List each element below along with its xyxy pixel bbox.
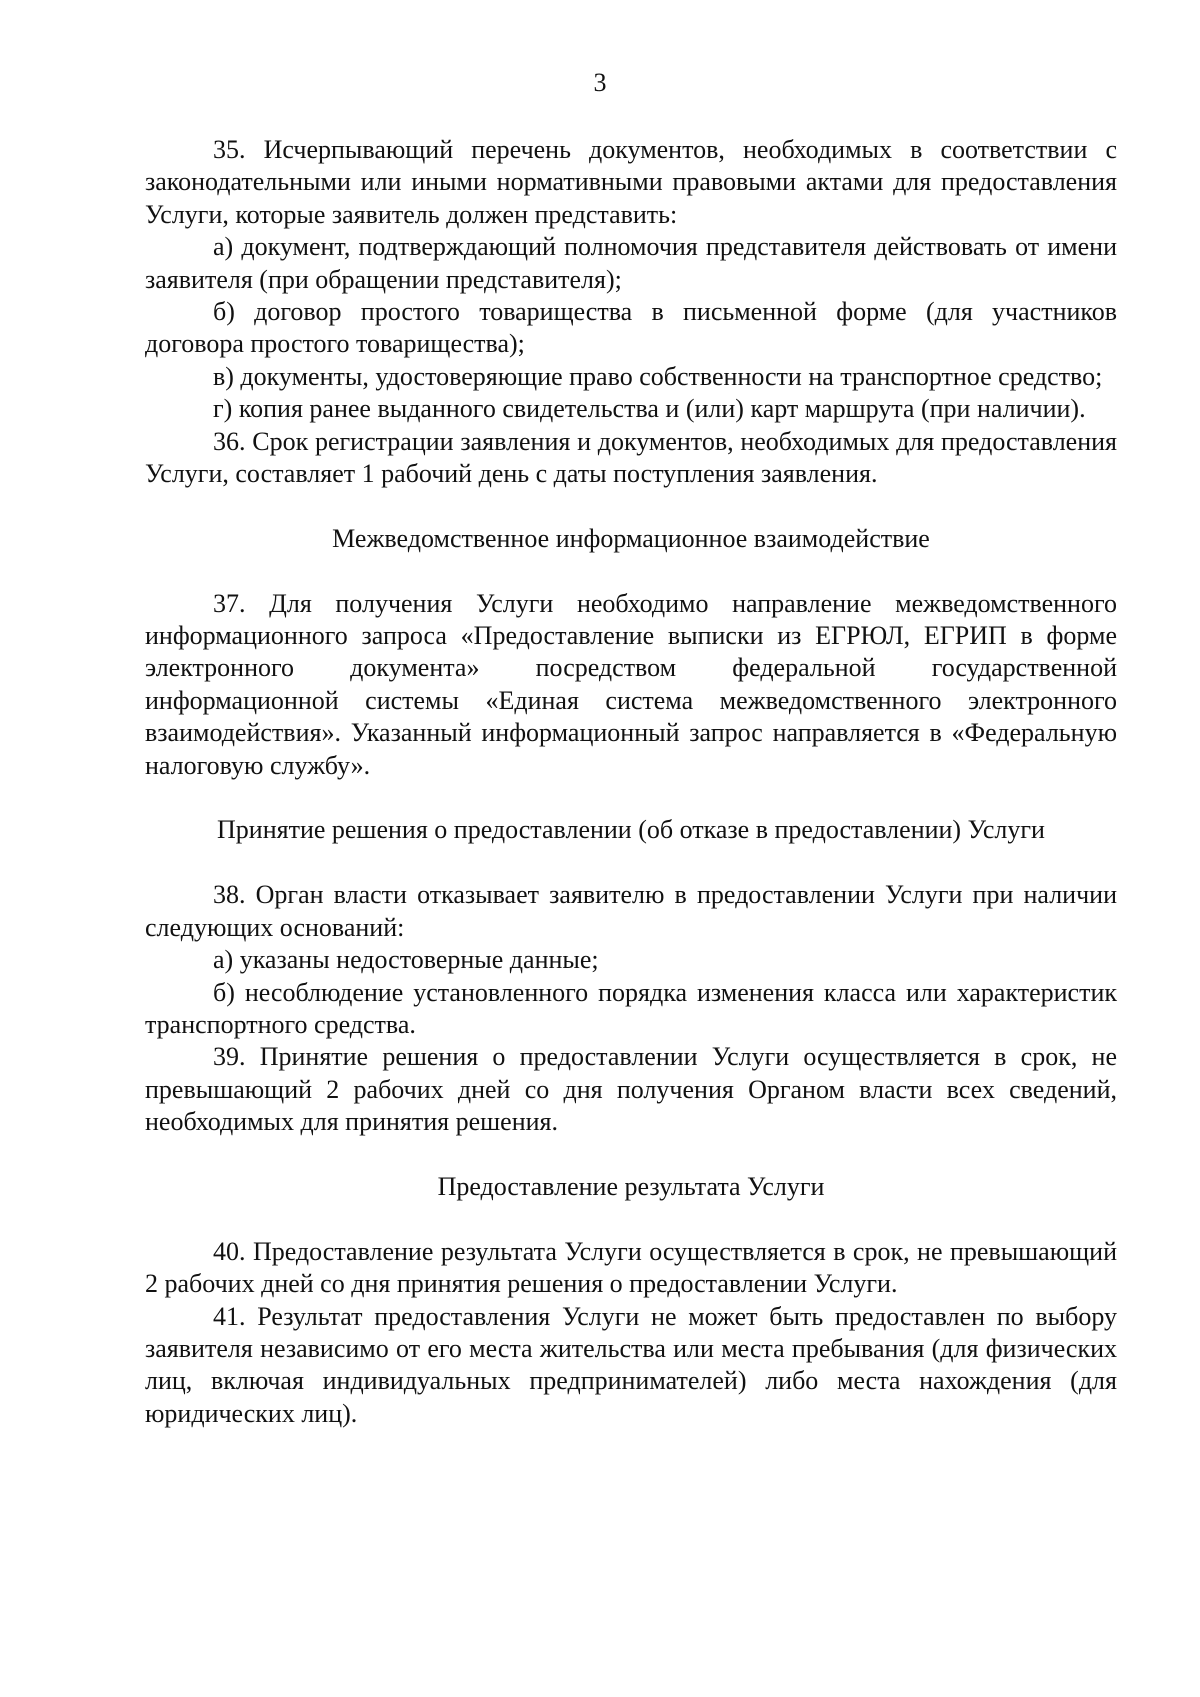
document-body <box>145 134 1117 1430</box>
list-item-35-b: б) договор простого товарищества в письменной форме (для участников договора простого товарищества); <box>145 297 1117 359</box>
list-item-35-a: а) документ, подтверждающий полномочия представителя действовать от имени заявителя (при обращении представителя); <box>145 232 1117 294</box>
list-item-35-g: г) копия ранее выданного свидетельства и (или) карт маршрута (при наличии). <box>213 394 1086 424</box>
paragraph-39: 39. Принятие решения о предоставлении Услуги осуществляется в срок, не превышающий 2 рабочих дней со дня получения Органом власти всех сведений, необходимых для принятия решения. <box>145 1042 1117 1137</box>
paragraph-35: 35. Исчерпывающий перечень документов, необходимых в соответствии с законодательными или иными нормативными правовыми актами для предоставления Услуги, которые заявитель должен представить: <box>145 135 1117 229</box>
spacer <box>145 782 1117 814</box>
spacer <box>145 490 1117 522</box>
list-item-35-v: в) документы, удостоверяющие право собственности на транспортное средство; <box>213 361 1103 391</box>
spacer <box>145 1203 1117 1235</box>
section-heading-interagency: Межведомственное информационное взаимодействие <box>332 523 930 553</box>
spacer <box>145 555 1117 587</box>
list-item-38-b: б) несоблюдение установленного порядка изменения класса или характеристик транспортного средства. <box>145 977 1117 1039</box>
list-item-38-a: а) указаны недостоверные данные; <box>213 945 599 975</box>
spacer <box>145 1139 1117 1171</box>
paragraph-41: 41. Результат предоставления Услуги не может быть предоставлен по выбору заявителя независимо от его места жительства или места пребывания (для физических лиц, включая индивидуальных предпринимателей) либо места нахождения (для юридических лиц). <box>145 1301 1117 1428</box>
paragraph-38: 38. Орган власти отказывает заявителю в предоставлении Услуги при наличии следующих оснований: <box>145 880 1117 942</box>
page-number: 3 <box>593 68 607 97</box>
paragraph-36: 36. Срок регистрации заявления и документов, необходимых для предоставления Услуги, составляет 1 рабочий день с даты поступления заявления. <box>145 426 1117 489</box>
spacer <box>145 847 1117 879</box>
section-heading-decision: Принятие решения о предоставлении (об отказе в предоставлении) Услуги <box>217 815 1045 845</box>
paragraph-40: 40. Предоставление результата Услуги осуществляется в срок, не превышающий 2 рабочих дней со дня принятия решения о предоставлении Услуги. <box>145 1236 1117 1299</box>
paragraph-37: 37. Для получения Услуги необходимо направление межведомственного информационного запроса «Предоставление выписки из ЕГРЮЛ, ЕГРИП в форме электронного документа» посредством федеральной государственной информационной системы «Единая система межведомственного электронного взаимодействия». Указанный информационный запрос направляется в «Федеральную налоговую службу». <box>145 588 1117 780</box>
section-heading-result: Предоставление результата Услуги <box>437 1171 825 1201</box>
